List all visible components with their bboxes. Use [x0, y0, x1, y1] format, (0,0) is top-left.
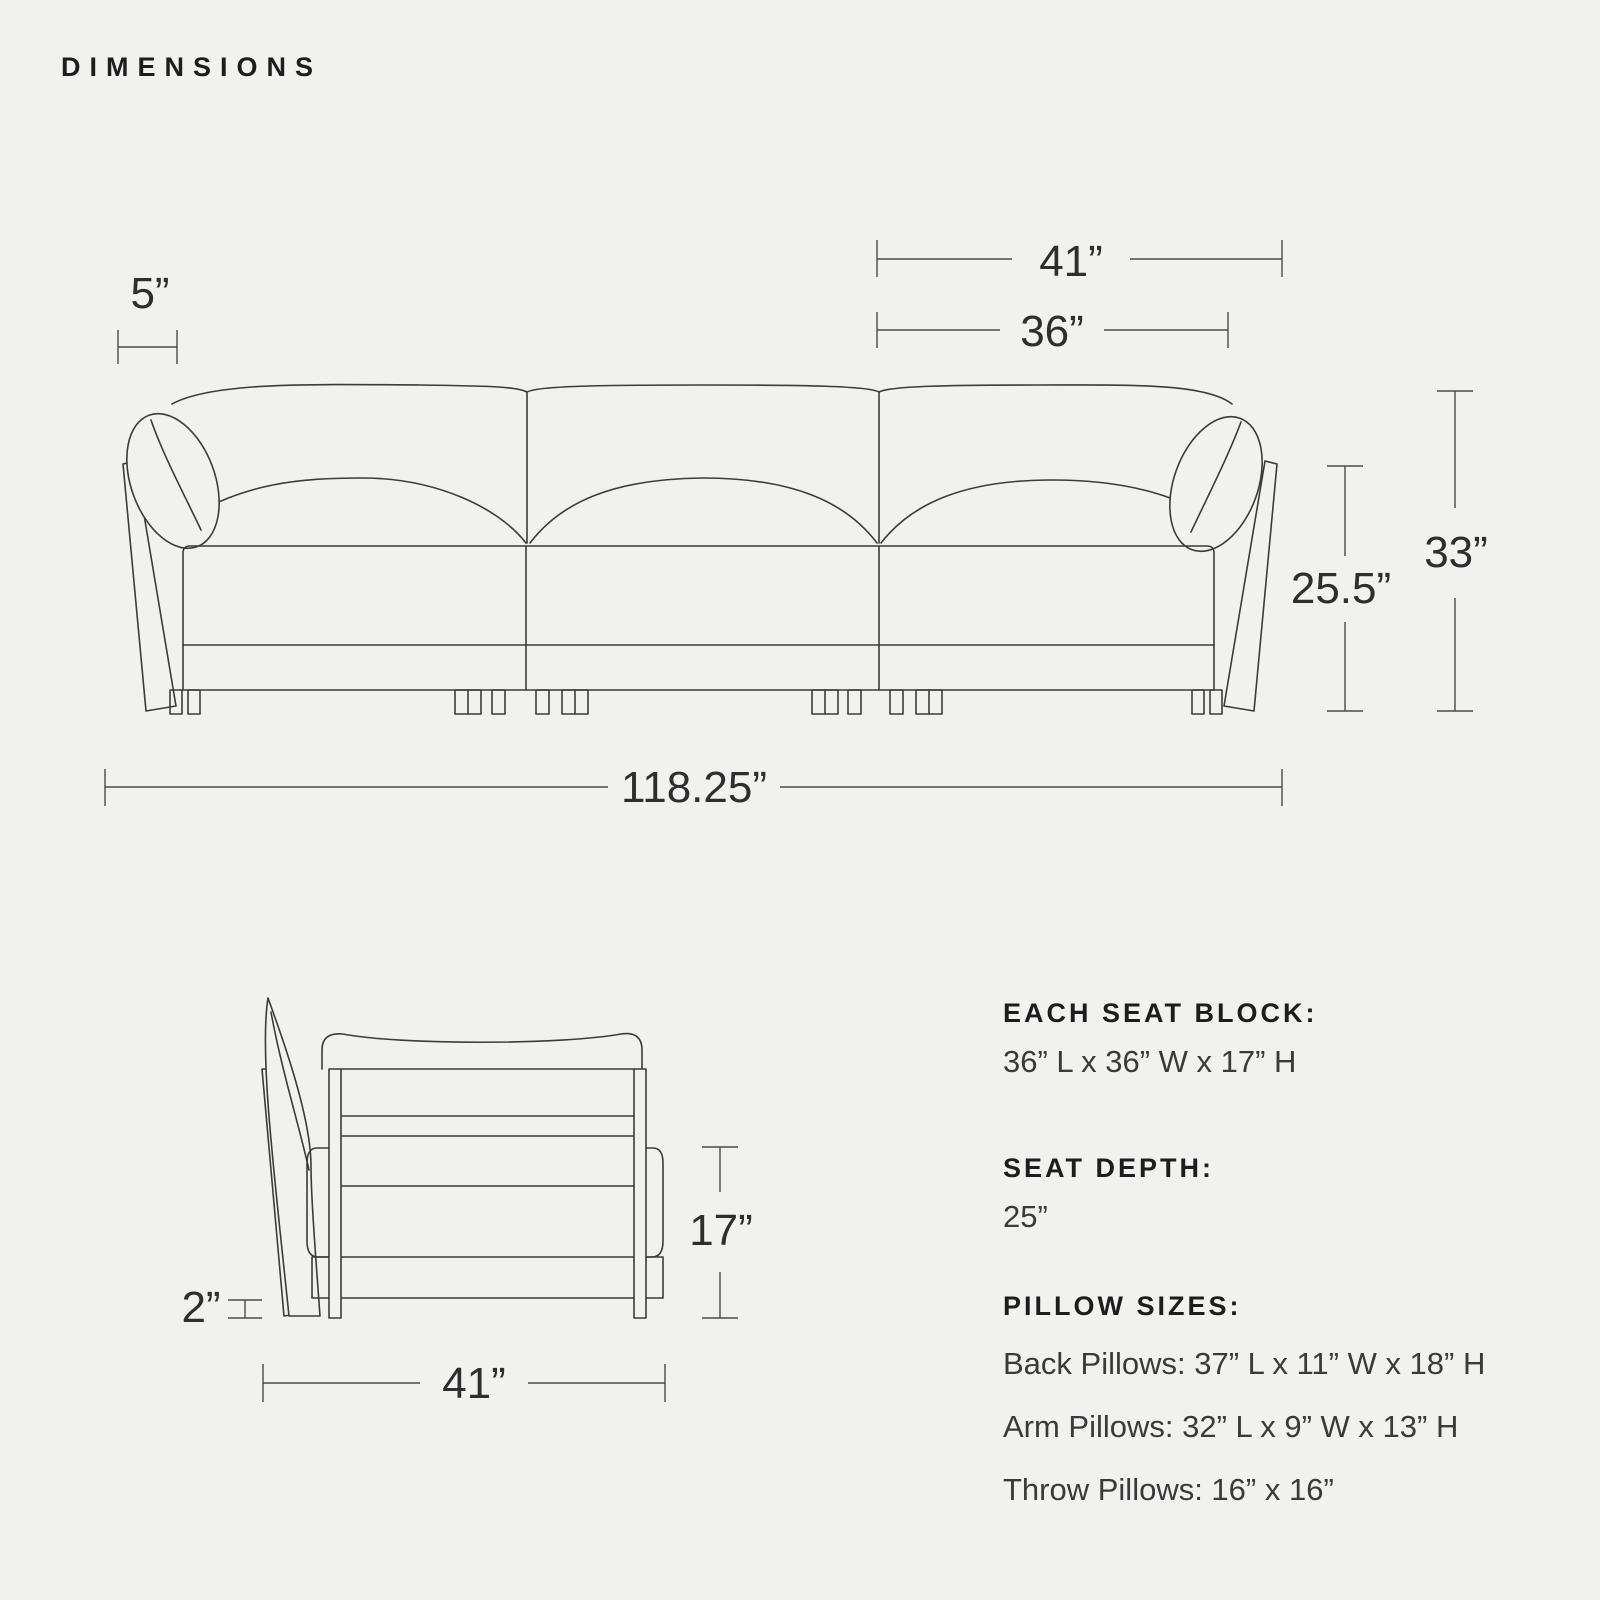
dim-depth-label: 41”	[442, 1359, 506, 1408]
dim-overall-height-label: 33”	[1424, 528, 1488, 577]
pillow-sizes-throw: Throw Pillows: 16” x 16”	[1003, 1472, 1334, 1507]
sofa-legs	[170, 690, 1222, 714]
dim-seat-height	[689, 1147, 753, 1318]
sofa-back-cushions	[172, 385, 1232, 404]
seat-block-heading: EACH SEAT BLOCK:	[1003, 998, 1318, 1028]
dim-back-height	[1291, 466, 1391, 711]
dim-leg-height	[181, 1283, 262, 1332]
dim-seat-height-label: 17”	[689, 1206, 753, 1255]
dim-overall-height	[1424, 391, 1488, 711]
pillow-sizes-heading: PILLOW SIZES:	[1003, 1291, 1242, 1321]
pillow-sizes-back: Back Pillows: 37” L x 11” W x 18” H	[1003, 1346, 1486, 1381]
sofa-front-view	[110, 385, 1280, 714]
dim-arm-width-label: 5”	[130, 269, 170, 318]
dim-overall-width	[105, 763, 1282, 812]
dim-cushion-width	[877, 307, 1228, 356]
dim-leg-height-label: 2”	[181, 1283, 221, 1332]
seat-block-value: 36” L x 36” W x 17” H	[1003, 1044, 1297, 1079]
sofa-seat-contours	[186, 478, 1212, 543]
side-back-post	[634, 1069, 646, 1318]
dim-back-height-label: 25.5”	[1290, 564, 1392, 613]
dim-module-width-label: 41”	[1039, 237, 1103, 286]
dim-depth	[263, 1359, 665, 1408]
seat-depth-value: 25”	[1003, 1199, 1048, 1234]
side-base-band	[312, 1257, 663, 1298]
dim-overall-width-label: 118.25”	[621, 763, 767, 812]
side-front-post	[329, 1069, 341, 1318]
page-title: DIMENSIONS	[61, 52, 323, 82]
pillow-sizes-arm: Arm Pillows: 32” L x 9” W x 13” H	[1003, 1409, 1459, 1444]
left-bolster-pillow	[110, 401, 237, 561]
dim-arm-width	[118, 269, 177, 364]
specs-panel	[1003, 998, 1563, 1538]
sofa-seat-block	[183, 546, 1214, 690]
seat-depth-heading: SEAT DEPTH:	[1003, 1153, 1215, 1183]
side-cushion-top	[322, 1034, 642, 1069]
side-cushion-right-bulge	[646, 1148, 663, 1257]
dim-module-width	[877, 237, 1282, 286]
dim-cushion-width-label: 36”	[1020, 307, 1084, 356]
side-frame-rails	[341, 1069, 634, 1186]
seat-block-side-view	[262, 998, 663, 1318]
